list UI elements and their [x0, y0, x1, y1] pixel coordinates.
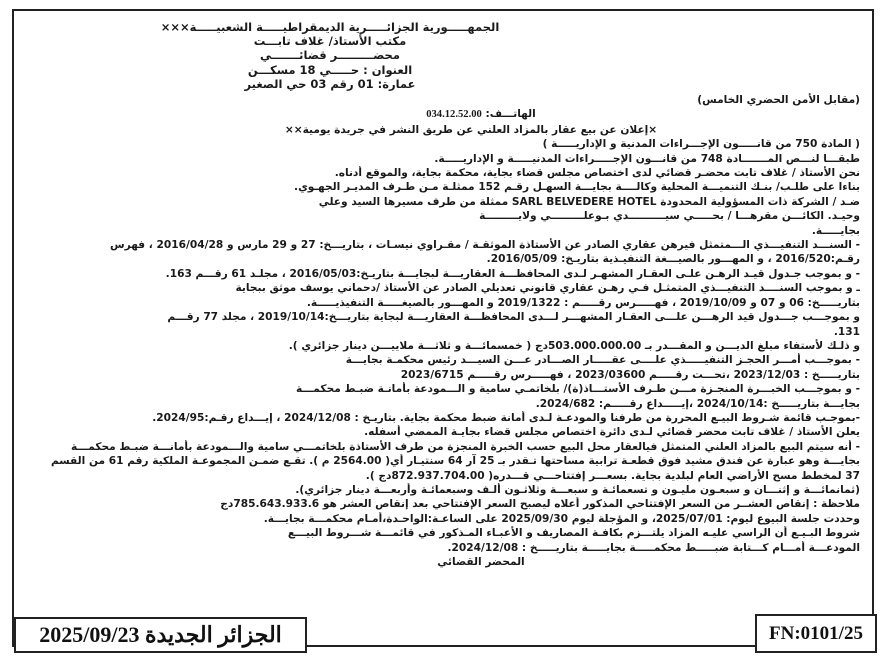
body-line: بتاريـــــخ: 06 و 07 و 2019/10/09 ، فهـــــرس رقـــــم : 2019/1322 و المهـــور بالصيغـــــة التنفيذيـــــة.	[306, 296, 860, 309]
signature-line: المحضر القضائي	[437, 556, 525, 569]
body-line: بجايـــة بتاريـــــخ :2024/10/14 ،إيـــــداع رقـــــم: 2024/682.	[535, 397, 860, 410]
body-line: - بموجـــب أمـــر الحجـز التنفيـــــذي علــــى عقـــــار الصـــادر عـــن السيـــد رئيس محكمـة بجايـــة	[345, 354, 860, 367]
body-line: بجايـــة وهو عبارة عن فندق مشيد فوق قطعـة ترابية مساحتها تـقدر بـ 25 آر 64 سنتيـار أي( 2564.00 م ). تقـع ضمـن المجموعـة الملكية رقم 61 من القسم	[50, 455, 860, 468]
body-line: بجايـــــة.	[811, 224, 860, 237]
phone-line	[22, 107, 860, 122]
reference-number: FN:0101/25	[769, 622, 863, 644]
body-line: -بموجـب قائمة شـروط البيـع المحررة من طرفنا والمودعـة لـدى أمانة ضبط محكمة بجاية. بتاريـخ : 2024/12/08 ، إيـــداع رقـم:2024/95.	[152, 411, 860, 424]
body-line: بناءا على طلـب/ بنـك التنميـــة المحلية وكالــــة بجايـــة السهـل رقـم 152 ممثلـة مـن طـرف المديـر الجهـوي.	[294, 181, 860, 194]
notice-title: ×إعلان عن بيع عقار بالمزاد العلني عن طريق النشر في جريدة يومية××	[284, 123, 658, 136]
body-line: يعلن الأستاذ / غلاف تابت محضر قضائي لـدى دائرة اختصاص مجلس قضاء بجايـة الممضي أسفله.	[364, 426, 860, 439]
body-line: المودعـــة أمـــام كـــتابة ضبـــــط محكمـــــة بجايـــــة بتاريـــــخ : 2024/12/08.	[447, 541, 860, 554]
office-address: العنوان : حـــــي 18 مسكـــن	[247, 62, 413, 77]
body-line: - أنه سيتم البيع بالمزاد العلني المتمثل فيالعقار محل البيع حسب الخبرة المنجزة من طرف الأستاذة بلخاتمـــي سامية والـــمودعة بأمانـــة ضبـط محكمـــة	[70, 440, 860, 453]
body-line: شروط البـيـع أن الراسي عليـه المزاد يلتـــزم بكافـة المصاريف و الأعبـاء المـذكور في قائمـــة شـــروط البيـــع	[287, 527, 860, 540]
body-line: 131.	[833, 325, 860, 338]
phone-label: الهاتـــف:	[485, 108, 536, 121]
body-line: رقـم:2016/520 ، و المهـــور بالصيـــغة التنفيـذية بتاريـخ: 2016/05/09.	[486, 253, 860, 266]
body-line: و ذلـك لأستفاء مبلغ الديـــن و المقـــدر بـ 503.000.000.00دج ( خمسمائـــة و ثلاثـــة ملاييـــن دينار جزائري ).	[288, 339, 860, 352]
article-reference: ( المادة 750 من قانـــــون الإجـــراءات المدنية و الإداريـــــة )	[542, 138, 860, 151]
newspaper-date: الجزائر الجديدة 2025/09/23	[39, 622, 282, 647]
body-line: - السنـــد التنفيـــذي الـــمتمثل فيرهن عقاري الصادر عن الأستاذة الموثقـة / مقـراوي نيسـات ، بتاريـــخ: 27 و 29 مارس و 2016/04/28 ، فهرس	[109, 239, 860, 252]
body-line: ملاحظة : إنقاص العشــر من السعر الإفتتاحي المذكور أعلاه ليصبح السعر الإفتتاحي بعد إنقاص العشر هو 785.643.933.6دج	[220, 498, 860, 511]
republic-heading: الجمهـــــورية الجزائـــــرية الديمقراطيـــــة الشعبيـــــة×××	[160, 20, 500, 34]
body-line: (ثمانمائـــة و إثنـــان و سبعـون مليـون و تسعمائـة و سبعـــة وثلاثـون ألـف وسبعمائـة وأربعـــة دينار جزائري).	[295, 483, 860, 496]
letterhead	[50, 20, 610, 91]
notice-document	[22, 20, 860, 569]
body-line: 37 لمخطط مسح الأراضي العام لبلدية بجاية. بسعـــر إفتتاحـــي قـــدره( 872.937.704.00دج ).	[365, 469, 860, 482]
body-line: - و بموجـــب الخبـــرة المنجـزة مـــن طـرف الأستـــاذ(ة)/ بلخاتمـي سامية و الـــمودعة بأمانـة ضبـط محكمـــة	[296, 383, 860, 396]
phone-number: 034.12.52.00	[426, 109, 482, 121]
body-line: ضـد / الشركة ذات المسؤولية المحدودة SARL BELVEDERE HOTEL ممثلة من طرف مسيرها السيد وعلي	[318, 195, 860, 208]
body-line: بتاريـــــخ : 2023/12/03 ،تحـــت رقـــــم 2023/03600 ، فهـــــرس رقـــــم 2023/6715	[400, 368, 860, 381]
body-line: وحيـد. الكائـــن مقرهـــا / بحـــــي سيــــــــــدي بـوعلـــــــــي ولايـــــــــة	[479, 210, 860, 223]
body-line: - و بموجب جـدول قيـد الرهـن علـى العقـار المشهـر لـدى المحافظـــة العقاريـــة لبجايـــة بتاريـخ:2016/05/03 ، مجلـد 61 رقـــم 163.	[165, 267, 860, 280]
notice-body	[22, 152, 860, 555]
reference-box	[755, 614, 877, 653]
body-line: وحددت جلسة البيوع ليوم: 2025/07/01، و المؤجلة ليوم 2025/09/30 على الساعـة:الواحـدة،أمـام محكمـــة بجايـــة.	[263, 512, 860, 525]
body-line: طبقـــا لنـــص المـــــــادة 748 من قانـــون الإجـــــراءات المدنيـــــة و الإداريـــــة.	[434, 152, 860, 165]
newspaper-date-box	[14, 617, 307, 653]
bailiff-title: محضـــــــــر قضائـــــــي	[260, 48, 400, 63]
body-line: و بموجـــب جـــدول قيد الرهـــن علـــى العقـار المشهـــر لـــدى المحافظـــة العقاريـــة لبجاية بتاريـــخ:2019/10/14 ، مجلد 77 رقـــم	[167, 311, 860, 324]
office-name: مكتب الأستاذ/ غلاف تابـــت	[253, 34, 407, 49]
body-line: ـ و بموجب السنــــد التنفيـــذي المتمثـل فـي رهـن عقاري قانوني تعديلي الصادر عن الأستاذ /دحماني يوسف موثق ببجاية	[235, 282, 860, 295]
body-line: نحن الأستاذ / غلاف تابت محضـر قضائي لدى اختصاص مجلس قضاء بجاية، محكمة بجاية، والموقع أدناه.	[334, 167, 860, 180]
office-building: عمارة: 01 رقم 03 حي الصغير	[244, 76, 416, 91]
address-landmark: (مقابل الأمن الحضري الخامس)	[697, 94, 860, 107]
